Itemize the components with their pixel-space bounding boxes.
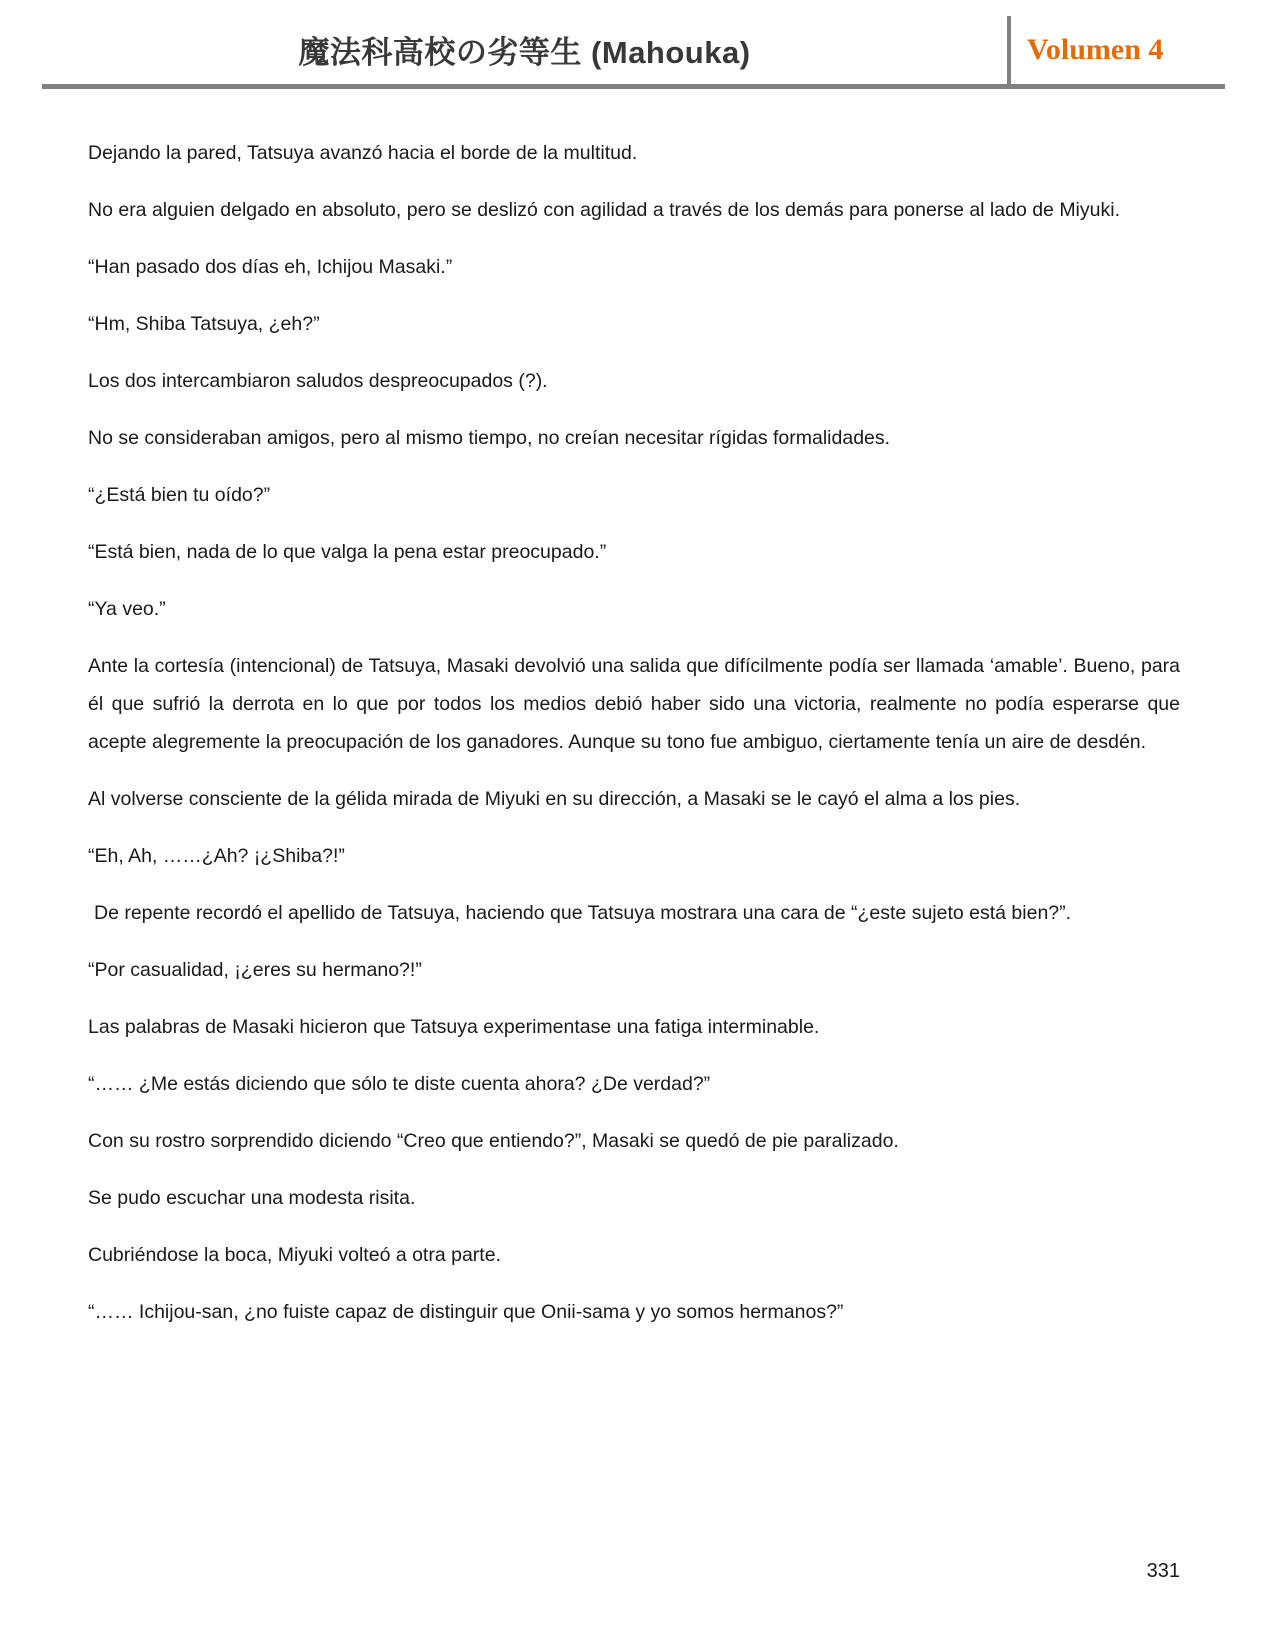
paragraph: No se consideraban amigos, pero al mismo tiempo, no creían necesitar rígidas formalidades.: [88, 427, 891, 449]
header-title-area: [42, 27, 1007, 84]
volume-box: [1007, 16, 1225, 84]
page-footer: [1147, 1560, 1180, 1583]
paragraph: Las palabras de Masaki hicieron que Tatsuya experimentase una fatiga interminable.: [88, 1016, 820, 1038]
volume-label: Volumen 4: [1027, 33, 1164, 66]
paragraph: De repente recordó el apellido de Tatsuya, haciendo que Tatsuya mostrara una cara de “¿este sujeto está bien?”.: [94, 902, 1072, 924]
paragraph: “…… Ichijou-san, ¿no fuiste capaz de distinguir que Onii-sama y yo somos hermanos?”: [88, 1301, 844, 1323]
paragraph: Cubriéndose la boca, Miyuki volteó a otra parte.: [88, 1244, 501, 1266]
paragraph: “Por casualidad, ¡¿eres su hermano?!”: [88, 959, 422, 981]
paragraph: No era alguien delgado en absoluto, pero se deslizó con agilidad a través de los demás para ponerse al lado de Miyuki.: [88, 199, 1120, 221]
paragraph: “Hm, Shiba Tatsuya, ¿eh?”: [88, 313, 320, 335]
paragraph: Al volverse consciente de la gélida mirada de Miyuki en su dirección, a Masaki se le cayó el alma a los pies.: [88, 788, 1021, 810]
paragraph: Los dos intercambiaron saludos despreocupados (?).: [88, 370, 548, 392]
paragraph: Dejando la pared, Tatsuya avanzó hacia el borde de la multitud.: [88, 142, 638, 164]
body-text: [0, 89, 1275, 1331]
paragraph: “¿Está bien tu oído?”: [88, 484, 271, 506]
paragraph: “Ya veo.”: [88, 598, 166, 620]
paragraph: Con su rostro sorprendido diciendo “Creo que entiendo?”, Masaki se quedó de pie paralizado.: [88, 1130, 899, 1152]
paragraph: Ante la cortesía (intencional) de Tatsuya, Masaki devolvió una salida que difícilmente podía ser llamada ‘amable’. Bueno, para él que sufrió la derrota en lo que por todos los medios debió haber sido una victoria, realmente no podía esperarse que acepte alegremente la preocupación de los ganadores. Aunque su tono fue ambiguo, ciertamente tenía un aire de desdén.: [88, 655, 1180, 753]
paragraph: Se pudo escuchar una modesta risita.: [88, 1187, 416, 1209]
paragraph: “…… ¿Me estás diciendo que sólo te diste cuenta ahora? ¿De verdad?”: [88, 1073, 711, 1095]
document-title: 魔法科高校の劣等生 (Mahouka): [298, 35, 751, 70]
paragraph: “Está bien, nada de lo que valga la pena estar preocupado.”: [88, 541, 607, 563]
paragraph: “Eh, Ah, ……¿Ah? ¡¿Shiba?!”: [88, 845, 345, 867]
page-number: 331: [1146, 1560, 1180, 1582]
page-header: [42, 0, 1225, 89]
paragraph: “Han pasado dos días eh, Ichijou Masaki.”: [88, 256, 453, 278]
